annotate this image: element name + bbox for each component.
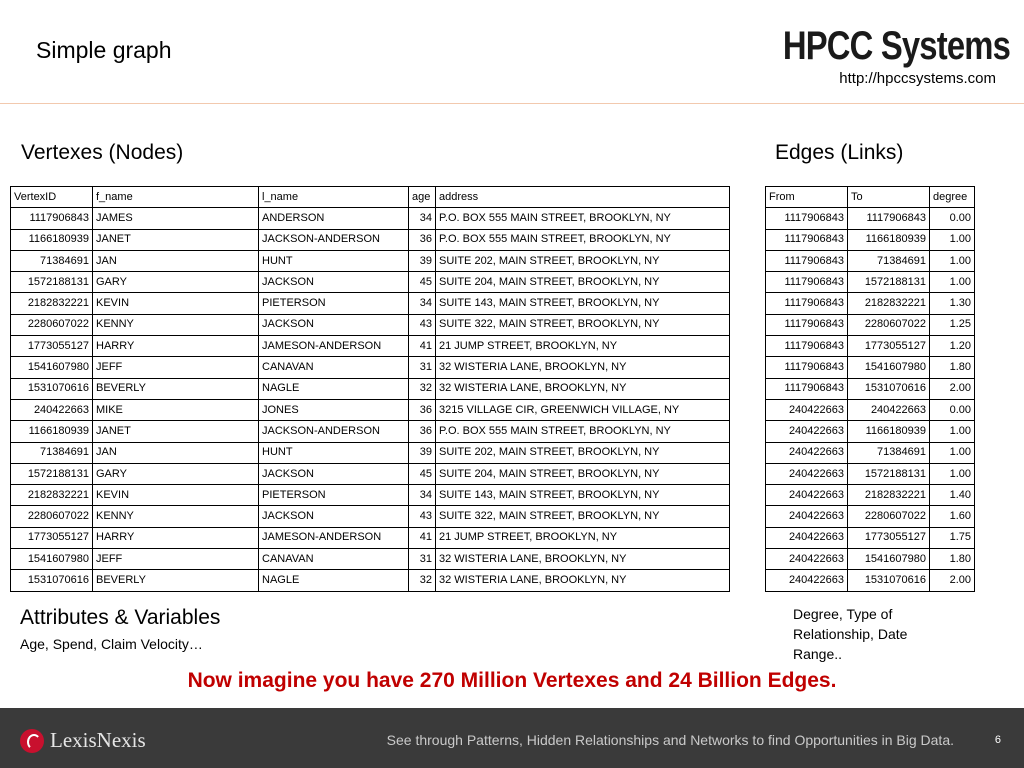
edge-table-header-row bbox=[766, 187, 975, 208]
edge-table-cell: 1.80 bbox=[930, 549, 975, 570]
slide-title: Simple graph bbox=[36, 37, 172, 63]
edge-table bbox=[765, 186, 975, 592]
vertex-table-cell: JACKSON bbox=[259, 272, 409, 293]
edge-table-cell: 1.60 bbox=[930, 506, 975, 527]
edge-table-cell: 2182832221 bbox=[848, 485, 930, 506]
vertex-table-cell: SUITE 322, MAIN STREET, BROOKLYN, NY bbox=[436, 314, 730, 335]
edge-table-cell: 1.00 bbox=[930, 272, 975, 293]
vertex-table-cell: SUITE 202, MAIN STREET, BROOKLYN, NY bbox=[436, 250, 730, 271]
vertex-table-cell: 36 bbox=[409, 421, 436, 442]
vertex-table-cell: GARY bbox=[93, 463, 259, 484]
vertex-table-cell: 71384691 bbox=[11, 250, 93, 271]
page-number: 6 bbox=[994, 734, 1001, 746]
vertex-table-cell: 34 bbox=[409, 293, 436, 314]
vertex-table-cell: 2280607022 bbox=[11, 506, 93, 527]
edge-table-cell: 2.00 bbox=[930, 378, 975, 399]
vertex-table-cell: 1541607980 bbox=[11, 549, 93, 570]
vertex-table-cell: KEVIN bbox=[93, 485, 259, 506]
edge-table-cell: 1117906843 bbox=[766, 250, 848, 271]
vertex-table-column-header: address bbox=[436, 187, 730, 208]
vertex-table-cell: KENNY bbox=[93, 314, 259, 335]
edge-table-cell: 1773055127 bbox=[848, 527, 930, 548]
vertex-table-cell: JACKSON-ANDERSON bbox=[259, 421, 409, 442]
edge-table-cell: 1117906843 bbox=[766, 336, 848, 357]
vertex-table-row bbox=[11, 250, 730, 271]
vertex-table-cell: 21 JUMP STREET, BROOKLYN, NY bbox=[436, 336, 730, 357]
vertex-table-cell: HUNT bbox=[259, 442, 409, 463]
vertex-table-cell: 36 bbox=[409, 229, 436, 250]
vertex-table-row bbox=[11, 229, 730, 250]
vertex-table-cell: 71384691 bbox=[11, 442, 93, 463]
vertex-table-cell: GARY bbox=[93, 272, 259, 293]
lexisnexis-logo-text: LexisNexis bbox=[50, 728, 146, 752]
vertex-table-cell: 41 bbox=[409, 527, 436, 548]
vertex-table-column-header: l_name bbox=[259, 187, 409, 208]
edge-table-row bbox=[766, 527, 975, 548]
edge-table-cell: 1166180939 bbox=[848, 421, 930, 442]
edge-table-row bbox=[766, 463, 975, 484]
vertex-table-cell: 41 bbox=[409, 336, 436, 357]
edge-table-cell: 1531070616 bbox=[848, 378, 930, 399]
vertex-table-cell: MIKE bbox=[93, 399, 259, 420]
edge-table-row bbox=[766, 229, 975, 250]
edge-table-row bbox=[766, 442, 975, 463]
vertex-table-cell: 43 bbox=[409, 314, 436, 335]
scale-callout: Now imagine you have 270 Million Vertexes and 24 Billion Edges. bbox=[187, 669, 837, 692]
edge-table-cell: 1117906843 bbox=[766, 293, 848, 314]
vertex-table bbox=[10, 186, 730, 592]
vertex-table-column-header: f_name bbox=[93, 187, 259, 208]
attributes-heading: Attributes & Variables bbox=[20, 606, 221, 629]
vertex-table-row bbox=[11, 549, 730, 570]
vertex-table-cell: 32 bbox=[409, 378, 436, 399]
vertex-table-cell: JAN bbox=[93, 250, 259, 271]
vertex-table-row bbox=[11, 506, 730, 527]
vertex-table-column-header: age bbox=[409, 187, 436, 208]
edge-table-row bbox=[766, 314, 975, 335]
vertex-table-row bbox=[11, 357, 730, 378]
edge-table-cell: 2280607022 bbox=[848, 314, 930, 335]
edge-table-cell: 1.00 bbox=[930, 229, 975, 250]
edge-table-cell: 1.00 bbox=[930, 442, 975, 463]
vertex-table-row bbox=[11, 208, 730, 229]
edge-table-cell: 1572188131 bbox=[848, 272, 930, 293]
vertex-table-cell: JANET bbox=[93, 421, 259, 442]
vertex-table-cell: 1166180939 bbox=[11, 421, 93, 442]
edge-table-cell: 1117906843 bbox=[766, 314, 848, 335]
vertex-table-row bbox=[11, 399, 730, 420]
edge-table-row bbox=[766, 506, 975, 527]
vertex-table-cell: 43 bbox=[409, 506, 436, 527]
vertex-table-cell: SUITE 322, MAIN STREET, BROOKLYN, NY bbox=[436, 506, 730, 527]
vertex-table-cell: 1773055127 bbox=[11, 336, 93, 357]
footer-bar bbox=[0, 708, 1024, 768]
edge-table-cell: 0.00 bbox=[930, 399, 975, 420]
edge-table-cell: 1117906843 bbox=[766, 208, 848, 229]
brand-url[interactable]: http://hpccsystems.com bbox=[839, 70, 996, 87]
vertex-table-cell: 32 WISTERIA LANE, BROOKLYN, NY bbox=[436, 549, 730, 570]
edge-table-row bbox=[766, 272, 975, 293]
vertex-table-cell: 39 bbox=[409, 442, 436, 463]
edge-table-cell: 1.00 bbox=[930, 421, 975, 442]
vertex-table-cell: 1572188131 bbox=[11, 463, 93, 484]
vertex-table-row bbox=[11, 527, 730, 548]
edge-table-cell: 2182832221 bbox=[848, 293, 930, 314]
vertex-table-cell: 240422663 bbox=[11, 399, 93, 420]
edge-table-cell: 240422663 bbox=[848, 399, 930, 420]
vertex-table-cell: 36 bbox=[409, 399, 436, 420]
vertex-table-cell: JAMESON-ANDERSON bbox=[259, 527, 409, 548]
vertex-table-row bbox=[11, 293, 730, 314]
edge-table-cell: 1572188131 bbox=[848, 463, 930, 484]
edge-table-cell: 71384691 bbox=[848, 250, 930, 271]
vertex-table-cell: JACKSON bbox=[259, 463, 409, 484]
vertex-table-cell: 32 WISTERIA LANE, BROOKLYN, NY bbox=[436, 357, 730, 378]
vertex-table-cell: JAMES bbox=[93, 208, 259, 229]
vertex-table-cell: SUITE 202, MAIN STREET, BROOKLYN, NY bbox=[436, 442, 730, 463]
lexisnexis-logo-icon bbox=[20, 729, 44, 753]
footer-tagline: See through Patterns, Hidden Relationships and Networks to find Opportunities in Big Data. bbox=[386, 732, 954, 748]
edge-table-cell: 2.00 bbox=[930, 570, 975, 591]
vertex-table-row bbox=[11, 442, 730, 463]
vertex-table-cell: CANAVAN bbox=[259, 357, 409, 378]
edge-table-column-header: degree bbox=[930, 187, 975, 208]
edge-table-cell: 1117906843 bbox=[766, 229, 848, 250]
vertex-table-row bbox=[11, 485, 730, 506]
edge-table-row bbox=[766, 549, 975, 570]
edge-table-cell: 1.25 bbox=[930, 314, 975, 335]
vertex-table-cell: JAN bbox=[93, 442, 259, 463]
edge-table-row bbox=[766, 485, 975, 506]
vertex-table-cell: 34 bbox=[409, 208, 436, 229]
vertex-table-cell: 34 bbox=[409, 485, 436, 506]
vertex-table-cell: 45 bbox=[409, 272, 436, 293]
vertex-table-cell: 32 WISTERIA LANE, BROOKLYN, NY bbox=[436, 378, 730, 399]
vertex-table-row bbox=[11, 272, 730, 293]
lexisnexis-logo bbox=[20, 728, 146, 753]
vertex-table-cell: JACKSON-ANDERSON bbox=[259, 229, 409, 250]
edge-table-row bbox=[766, 399, 975, 420]
vertex-table-cell: BEVERLY bbox=[93, 378, 259, 399]
edge-table-cell: 240422663 bbox=[766, 463, 848, 484]
vertex-table-cell: CANAVAN bbox=[259, 549, 409, 570]
edge-table-cell: 1.40 bbox=[930, 485, 975, 506]
edge-attributes-note: Degree, Type of Relationship, Date Range.. bbox=[793, 606, 908, 662]
vertex-table-cell: JAMESON-ANDERSON bbox=[259, 336, 409, 357]
vertex-table-cell: P.O. BOX 555 MAIN STREET, BROOKLYN, NY bbox=[436, 421, 730, 442]
vertex-table-cell: 1531070616 bbox=[11, 570, 93, 591]
edge-table-cell: 240422663 bbox=[766, 570, 848, 591]
vertex-table-cell: PIETERSON bbox=[259, 293, 409, 314]
edge-table-cell: 1.00 bbox=[930, 250, 975, 271]
edge-table-cell: 1.75 bbox=[930, 527, 975, 548]
vertex-table-cell: PIETERSON bbox=[259, 485, 409, 506]
vertex-table-cell: 31 bbox=[409, 549, 436, 570]
edge-table-column-header: To bbox=[848, 187, 930, 208]
edge-table-cell: 1117906843 bbox=[848, 208, 930, 229]
brand bbox=[733, 26, 1010, 87]
vertex-table-cell: JEFF bbox=[93, 549, 259, 570]
edge-table-cell: 1117906843 bbox=[766, 378, 848, 399]
edge-table-cell: 1.20 bbox=[930, 336, 975, 357]
edge-table-cell: 0.00 bbox=[930, 208, 975, 229]
vertex-table-header-row bbox=[11, 187, 730, 208]
vertex-table-cell: BEVERLY bbox=[93, 570, 259, 591]
edge-table-cell: 1531070616 bbox=[848, 570, 930, 591]
vertex-table-cell: 1773055127 bbox=[11, 527, 93, 548]
edge-table-row bbox=[766, 570, 975, 591]
vertex-table-cell: 2182832221 bbox=[11, 485, 93, 506]
vertex-table-cell: HARRY bbox=[93, 336, 259, 357]
edge-table-row bbox=[766, 336, 975, 357]
edge-table-cell: 1773055127 bbox=[848, 336, 930, 357]
edge-table-column-header: From bbox=[766, 187, 848, 208]
vertex-table-cell: 1531070616 bbox=[11, 378, 93, 399]
vertex-table-cell: 39 bbox=[409, 250, 436, 271]
edge-table-cell: 1.80 bbox=[930, 357, 975, 378]
vertex-table-row bbox=[11, 570, 730, 591]
edge-table-cell: 240422663 bbox=[766, 399, 848, 420]
vertex-table-cell: SUITE 204, MAIN STREET, BROOKLYN, NY bbox=[436, 272, 730, 293]
vertex-table-cell: NAGLE bbox=[259, 378, 409, 399]
edge-table-row bbox=[766, 208, 975, 229]
vertex-table-column-header: VertexID bbox=[11, 187, 93, 208]
edge-table-row bbox=[766, 250, 975, 271]
header-divider bbox=[0, 103, 1024, 104]
edge-table-row bbox=[766, 378, 975, 399]
vertex-table-cell: HARRY bbox=[93, 527, 259, 548]
vertex-table-cell: HUNT bbox=[259, 250, 409, 271]
edge-table-cell: 240422663 bbox=[766, 485, 848, 506]
vertex-table-cell: 32 WISTERIA LANE, BROOKLYN, NY bbox=[436, 570, 730, 591]
vertex-table-cell: 31 bbox=[409, 357, 436, 378]
edge-table-cell: 2280607022 bbox=[848, 506, 930, 527]
vertex-table-cell: 1166180939 bbox=[11, 229, 93, 250]
vertex-table-cell: 32 bbox=[409, 570, 436, 591]
vertex-table-row bbox=[11, 421, 730, 442]
edge-table-cell: 1.30 bbox=[930, 293, 975, 314]
vertex-table-cell: KEVIN bbox=[93, 293, 259, 314]
vertex-table-cell: KENNY bbox=[93, 506, 259, 527]
vertex-table-cell: P.O. BOX 555 MAIN STREET, BROOKLYN, NY bbox=[436, 229, 730, 250]
vertex-table-cell: 1117906843 bbox=[11, 208, 93, 229]
vertex-table-cell: SUITE 143, MAIN STREET, BROOKLYN, NY bbox=[436, 485, 730, 506]
vertex-table-cell: 3215 VILLAGE CIR, GREENWICH VILLAGE, NY bbox=[436, 399, 730, 420]
vertex-table-cell: P.O. BOX 555 MAIN STREET, BROOKLYN, NY bbox=[436, 208, 730, 229]
vertex-table-cell: 1541607980 bbox=[11, 357, 93, 378]
edge-table-cell: 1166180939 bbox=[848, 229, 930, 250]
edge-table-row bbox=[766, 357, 975, 378]
vertex-table-cell: SUITE 143, MAIN STREET, BROOKLYN, NY bbox=[436, 293, 730, 314]
attributes-subtext: Age, Spend, Claim Velocity… bbox=[20, 636, 203, 652]
edge-table-cell: 1117906843 bbox=[766, 357, 848, 378]
edge-table-cell: 240422663 bbox=[766, 549, 848, 570]
edge-table-cell: 240422663 bbox=[766, 421, 848, 442]
edge-table-cell: 240422663 bbox=[766, 506, 848, 527]
edge-table-row bbox=[766, 293, 975, 314]
vertex-table-cell: ANDERSON bbox=[259, 208, 409, 229]
vertex-table-cell: JONES bbox=[259, 399, 409, 420]
edge-table-cell: 1117906843 bbox=[766, 272, 848, 293]
vertex-table-row bbox=[11, 378, 730, 399]
edge-table-cell: 1.00 bbox=[930, 463, 975, 484]
vertex-table-cell: 2280607022 bbox=[11, 314, 93, 335]
vertex-table-cell: JACKSON bbox=[259, 506, 409, 527]
vertex-table-row bbox=[11, 314, 730, 335]
vertexes-heading: Vertexes (Nodes) bbox=[21, 141, 184, 164]
vertex-table-cell: 2182832221 bbox=[11, 293, 93, 314]
vertex-table-cell: 21 JUMP STREET, BROOKLYN, NY bbox=[436, 527, 730, 548]
vertex-table-cell: 45 bbox=[409, 463, 436, 484]
edge-table-cell: 1541607980 bbox=[848, 549, 930, 570]
vertex-table-cell: SUITE 204, MAIN STREET, BROOKLYN, NY bbox=[436, 463, 730, 484]
vertex-table-cell: JEFF bbox=[93, 357, 259, 378]
vertex-table-cell: NAGLE bbox=[259, 570, 409, 591]
vertex-table-cell: JANET bbox=[93, 229, 259, 250]
edges-heading: Edges (Links) bbox=[775, 141, 904, 164]
hpcc-systems-logo: HPCC Systems bbox=[782, 24, 1010, 68]
vertex-table-row bbox=[11, 336, 730, 357]
edge-table-row bbox=[766, 421, 975, 442]
edge-table-cell: 71384691 bbox=[848, 442, 930, 463]
edge-table-cell: 240422663 bbox=[766, 527, 848, 548]
vertex-table-row bbox=[11, 463, 730, 484]
vertex-table-cell: JACKSON bbox=[259, 314, 409, 335]
vertex-table-cell: 1572188131 bbox=[11, 272, 93, 293]
edge-table-cell: 1541607980 bbox=[848, 357, 930, 378]
edge-table-cell: 240422663 bbox=[766, 442, 848, 463]
